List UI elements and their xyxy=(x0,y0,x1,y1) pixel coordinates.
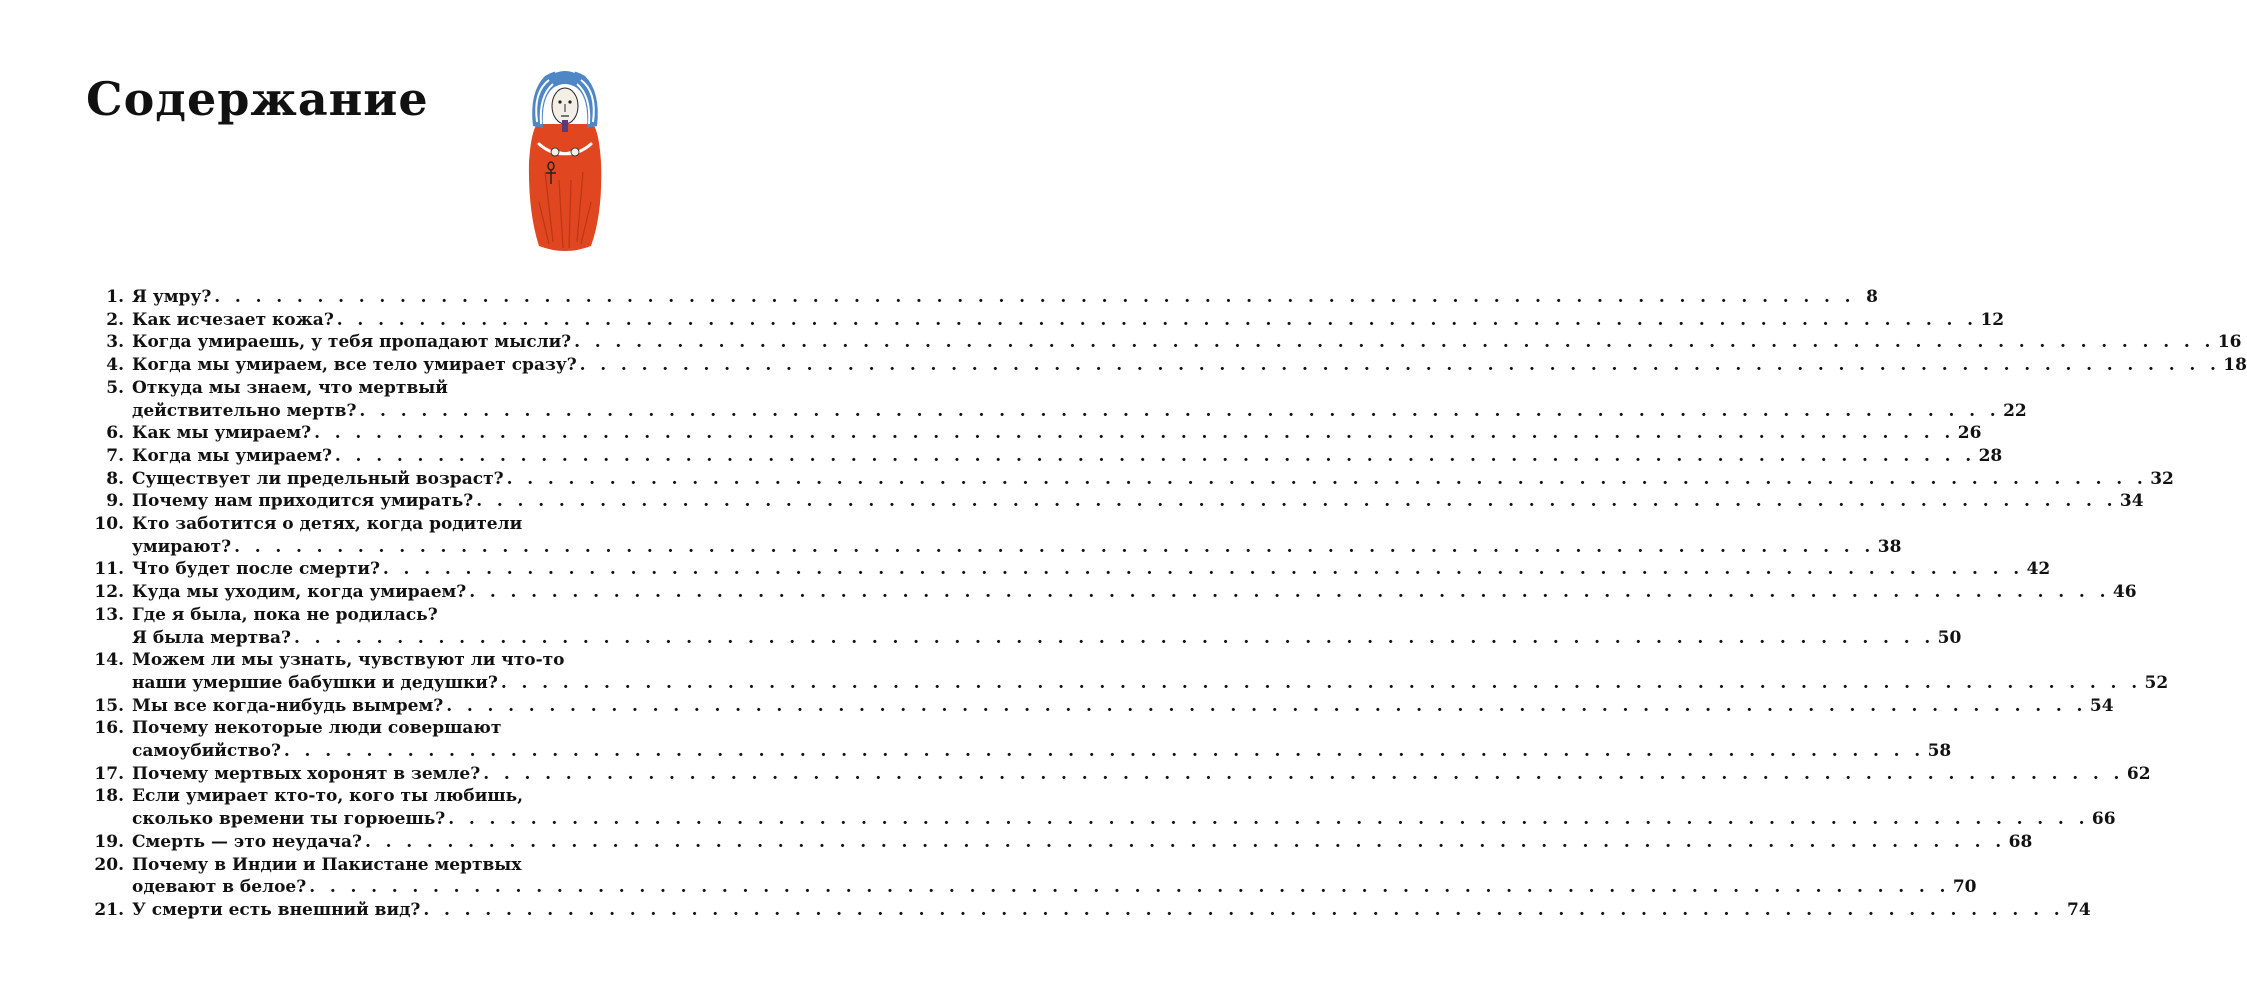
dot-leader: . . . . . . . . . . . . . . . . . . . . . . . . . . . . . . . . . . . . . . . . . . . . . . . . . . . . . . . . . . . . . . . . . . . . . . . . . . . . . . . . xyxy=(476,491,2117,512)
toc-page-number: 52 xyxy=(2144,672,2169,693)
toc-number: 21. xyxy=(94,899,124,920)
toc-entry xyxy=(78,581,2137,604)
dot-leader: . . . . . . . . . . . . . . . . . . . . . . . . . . . . . . . . . . . . . . . . . . . . . . . . . . . . . . . . . . . . . . . . . . . . . . . . . . . . . . . . xyxy=(574,332,2215,353)
toc-title xyxy=(132,831,2032,854)
toc-title-line: Что будет после смерти? xyxy=(132,559,380,580)
toc-title-line: умирают? xyxy=(132,536,232,557)
toc-page-number: 8 xyxy=(1866,287,1878,307)
left-eye xyxy=(558,100,561,103)
dot-leader: . . . . . . . . . . . . . . . . . . . . . . . . . . . . . . . . . . . . . . . . . . . . . . . . . . . . . . . . . . . . . . . . . . . . . . . . . . . . . . . . xyxy=(359,400,2001,421)
toc-title xyxy=(132,604,1961,649)
toc-page-number: 18 xyxy=(2223,355,2247,376)
dot-leader: . . . . . . . . . . . . . . . . . . . . . . . . . . . . . . . . . . . . . . . . . . . . . . . . . . . . . . . . . . . . . . . . . . . . . . . . . . . . . . . . xyxy=(336,309,1978,330)
toc-entry xyxy=(78,717,1952,762)
toc-title xyxy=(132,377,2027,422)
toc-title xyxy=(132,422,1981,445)
toc-number: 4. xyxy=(106,355,124,376)
toc-title-line: Мы все когда-нибудь вымрем? xyxy=(132,695,444,716)
toc-page-number: 22 xyxy=(2003,400,2027,421)
left-hand xyxy=(571,148,579,156)
toc-number: 14. xyxy=(94,650,124,671)
toc-number: 1. xyxy=(106,287,124,307)
toc-page-number: 62 xyxy=(2126,763,2151,784)
toc-entry xyxy=(78,331,2242,354)
table-of-contents xyxy=(78,286,2247,922)
toc-title-line: Когда мы умираем, все тело умирает сразу? xyxy=(132,355,577,376)
toc-title-line: Как мы умираем? xyxy=(132,423,312,444)
dot-leader: . . . . . . . . . . . . . . . . . . . . . . . . . . . . . . . . . . . . . . . . . . . . . . . . . . . . . . . . . . . . . . . . . . . . . . . . . . . . . . . . xyxy=(283,741,1925,762)
toc-page-number: 66 xyxy=(2091,809,2116,830)
toc-number: 13. xyxy=(94,604,124,625)
right-eye xyxy=(568,100,571,103)
dot-leader: . . . . . . . . . . . . . . . . . . . . . . . . . . . . . . . . . . . . . . . . . . . . . . . . . . . . . . . . . . . . . . . . . . . . . . . . . . . . . . . . xyxy=(423,899,2065,920)
dot-leader: . . . . . . . . . . . . . . . . . . . . . . . . . . . . . . . . . . . . . . . . . . . . . . . . . . . . . . . . . . . . . . . . . . . . . . . . . . . . . . . . xyxy=(294,627,1935,648)
toc-entry xyxy=(78,854,1977,899)
toc-entry xyxy=(78,286,1878,309)
toc-number: 15. xyxy=(94,695,124,716)
toc-number: 2. xyxy=(106,309,124,330)
toc-title xyxy=(132,490,2144,513)
toc-number: 19. xyxy=(94,831,124,852)
toc-title-line: Откуда мы знаем, что мертвый xyxy=(132,377,448,398)
toc-title xyxy=(132,309,2004,332)
toc-page-number: 42 xyxy=(2026,559,2051,580)
dot-leader: . . . . . . . . . . . . . . . . . . . . . . . . . . . . . . . . . . . . . . . . . . . . . . . . . . . . . . . . . . . . . . . . . . . . . . . . . . . . . . . . xyxy=(234,536,1875,557)
sarcophagus-illustration xyxy=(515,62,615,262)
toc-number: 7. xyxy=(106,445,124,466)
toc-title xyxy=(132,899,2091,922)
toc-title xyxy=(132,649,2168,694)
toc-number: 10. xyxy=(94,514,124,535)
toc-page-number: 26 xyxy=(1957,423,1982,444)
toc-entry xyxy=(78,649,2169,694)
toc-title xyxy=(132,468,2174,491)
toc-title-line: Можем ли мы узнать, чувствуют ли что-то xyxy=(132,650,565,671)
toc-entry xyxy=(78,445,2003,468)
toc-title-line: Я была мертва? xyxy=(132,627,292,648)
toc-page-number: 34 xyxy=(2119,491,2144,512)
beard xyxy=(562,120,568,132)
toc-entry xyxy=(78,899,2091,922)
dot-leader: . . . . . . . . . . . . . . . . . . . . . . . . . . . . . . . . . . . . . . . . . . . . . . . . . . . . . . . . . . . . . . . . . . . . . . . . . . . . . . . . xyxy=(469,582,2110,603)
toc-number: 9. xyxy=(106,491,124,512)
right-hand xyxy=(551,148,559,156)
toc-entry xyxy=(78,422,1982,445)
toc-page-number: 58 xyxy=(1927,741,1952,762)
toc-title-line: наши умершие бабушки и дедушки? xyxy=(132,672,498,693)
toc-page-number: 32 xyxy=(2150,468,2174,489)
toc-title xyxy=(132,785,2116,830)
toc-entry xyxy=(78,490,2144,513)
toc-number: 16. xyxy=(94,718,124,739)
toc-title-line: сколько времени ты горюешь? xyxy=(132,809,446,830)
toc-entry xyxy=(78,695,2114,718)
toc-title-line: Смерть — это неудача? xyxy=(132,831,362,852)
toc-number: 6. xyxy=(106,423,124,444)
toc-number: 12. xyxy=(94,582,124,603)
toc-title-line: Когда умираешь, у тебя пропадают мысли? xyxy=(132,332,572,353)
toc-page-number: 68 xyxy=(2008,831,2033,852)
toc-entry xyxy=(78,831,2033,854)
dot-leader: . . . . . . . . . . . . . . . . . . . . . . . . . . . . . . . . . . . . . . . . . . . . . . . . . . . . . . . . . . . . . . . . . . . . . . . . . . . . . . . . xyxy=(314,423,1955,444)
toc-page-number: 12 xyxy=(1980,309,2005,330)
toc-title xyxy=(132,763,2151,786)
dot-leader: . . . . . . . . . . . . . . . . . . . . . . . . . . . . . . . . . . . . . . . . . . . . . . . . . . . . . . . . . . . . . . . . . . . . . . . . . . . . . . . . xyxy=(214,287,1855,307)
toc-page-number: 28 xyxy=(1978,445,2003,466)
toc-title xyxy=(132,513,1901,558)
toc-title-line: Когда мы умираем? xyxy=(132,445,332,466)
dot-leader: . . . . . . . . . . . . . . . . . . . . . . . . . . . . . . . . . . . . . . . . . . . . . . . . . . . . . . . . . . . . . . . . . . . . . . . . . . . . . . . . xyxy=(364,831,2006,852)
toc-number: 17. xyxy=(94,763,124,784)
toc-title xyxy=(132,445,2002,468)
toc-title-line: самоубийство? xyxy=(132,741,281,762)
dot-leader: . . . . . . . . . . . . . . . . . . . . . . . . . . . . . . . . . . . . . . . . . . . . . . . . . . . . . . . . . . . . . . . . . . . . . . . . . . . . . . . . xyxy=(446,695,2087,716)
dot-leader: . . . . . . . . . . . . . . . . . . . . . . . . . . . . . . . . . . . . . . . . . . . . . . . . . . . . . . . . . . . . . . . . . . . . . . . . . . . . . . . . xyxy=(579,355,2221,376)
toc-entry xyxy=(78,354,2247,377)
toc-title-line: Я умру? xyxy=(132,287,212,307)
toc-title xyxy=(132,286,1878,309)
toc-title xyxy=(132,695,2114,718)
toc-title-line: У смерти есть внешний вид? xyxy=(132,899,421,920)
toc-page-number: 38 xyxy=(1877,536,1902,557)
toc-entry xyxy=(78,763,2151,786)
dot-leader: . . . . . . . . . . . . . . . . . . . . . . . . . . . . . . . . . . . . . . . . . . . . . . . . . . . . . . . . . . . . . . . . . . . . . . . . . . . . . . . . xyxy=(309,877,1950,898)
toc-number: 3. xyxy=(106,332,124,353)
dot-leader: . . . . . . . . . . . . . . . . . . . . . . . . . . . . . . . . . . . . . . . . . . . . . . . . . . . . . . . . . . . . . . . . . . . . . . . . . . . . . . . . xyxy=(448,809,2089,830)
toc-entry xyxy=(78,309,2005,332)
toc-number: 11. xyxy=(94,559,124,580)
toc-title-line: Почему нам приходится умирать? xyxy=(132,491,474,512)
toc-title-line: Почему некоторые люди совершают xyxy=(132,718,502,739)
toc-entry xyxy=(78,785,2116,830)
toc-title-line: Существует ли предельный возраст? xyxy=(132,468,504,489)
dot-leader: . . . . . . . . . . . . . . . . . . . . . . . . . . . . . . . . . . . . . . . . . . . . . . . . . . . . . . . . . . . . . . . . . . . . . . . . . . . . . . . . xyxy=(334,445,1976,466)
dot-leader: . . . . . . . . . . . . . . . . . . . . . . . . . . . . . . . . . . . . . . . . . . . . . . . . . . . . . . . . . . . . . . . . . . . . . . . . . . . . . . . . xyxy=(500,672,2142,693)
toc-entry xyxy=(78,468,2174,491)
toc-page-number: 70 xyxy=(1952,877,1977,898)
toc-page-number: 46 xyxy=(2112,582,2137,603)
toc-title-line: Кто заботится о детях, когда родители xyxy=(132,514,523,535)
toc-number: 18. xyxy=(94,786,124,807)
toc-entry xyxy=(78,377,2027,422)
toc-title xyxy=(132,354,2247,377)
toc-page-number: 16 xyxy=(2217,332,2242,353)
dot-leader: . . . . . . . . . . . . . . . . . . . . . . . . . . . . . . . . . . . . . . . . . . . . . . . . . . . . . . . . . . . . . . . . . . . . . . . . . . . . . . . . xyxy=(382,559,2024,580)
toc-entry xyxy=(78,604,1962,649)
toc-number: 20. xyxy=(94,854,124,875)
toc-title-line: Почему в Индии и Пакистане мертвых xyxy=(132,854,522,875)
page-title: Содержание xyxy=(86,72,429,126)
toc-title-line: действительно мертв? xyxy=(132,400,357,421)
toc-page-number: 54 xyxy=(2089,695,2114,716)
toc-title xyxy=(132,558,2050,581)
toc-title xyxy=(132,581,2137,604)
toc-number: 5. xyxy=(106,377,124,398)
toc-title-line: Почему мертвых хоронят в земле? xyxy=(132,763,481,784)
toc-title xyxy=(132,331,2241,354)
toc-title-line: одевают в белое? xyxy=(132,877,307,898)
dot-leader: . . . . . . . . . . . . . . . . . . . . . . . . . . . . . . . . . . . . . . . . . . . . . . . . . . . . . . . . . . . . . . . . . . . . . . . . . . . . . . . . xyxy=(506,468,2148,489)
toc-title-line: Как исчезает кожа? xyxy=(132,309,334,330)
toc-title-line: Если умирает кто-то, кого ты любишь, xyxy=(132,786,524,807)
toc-page-number: 50 xyxy=(1937,627,1962,648)
toc-title-line: Где я была, пока не родилась? xyxy=(132,604,438,625)
toc-entry xyxy=(78,558,2051,581)
toc-page-number: 74 xyxy=(2067,899,2091,920)
toc-entry xyxy=(78,513,1902,558)
toc-number: 8. xyxy=(106,468,124,489)
dot-leader: . . . . . . . . . . . . . . . . . . . . . . . . . . . . . . . . . . . . . . . . . . . . . . . . . . . . . . . . . . . . . . . . . . . . . . . . . . . . . . . . xyxy=(483,763,2124,784)
toc-title-line: Куда мы уходим, когда умираем? xyxy=(132,582,467,603)
toc-title xyxy=(132,854,1977,899)
toc-title xyxy=(132,717,1951,762)
